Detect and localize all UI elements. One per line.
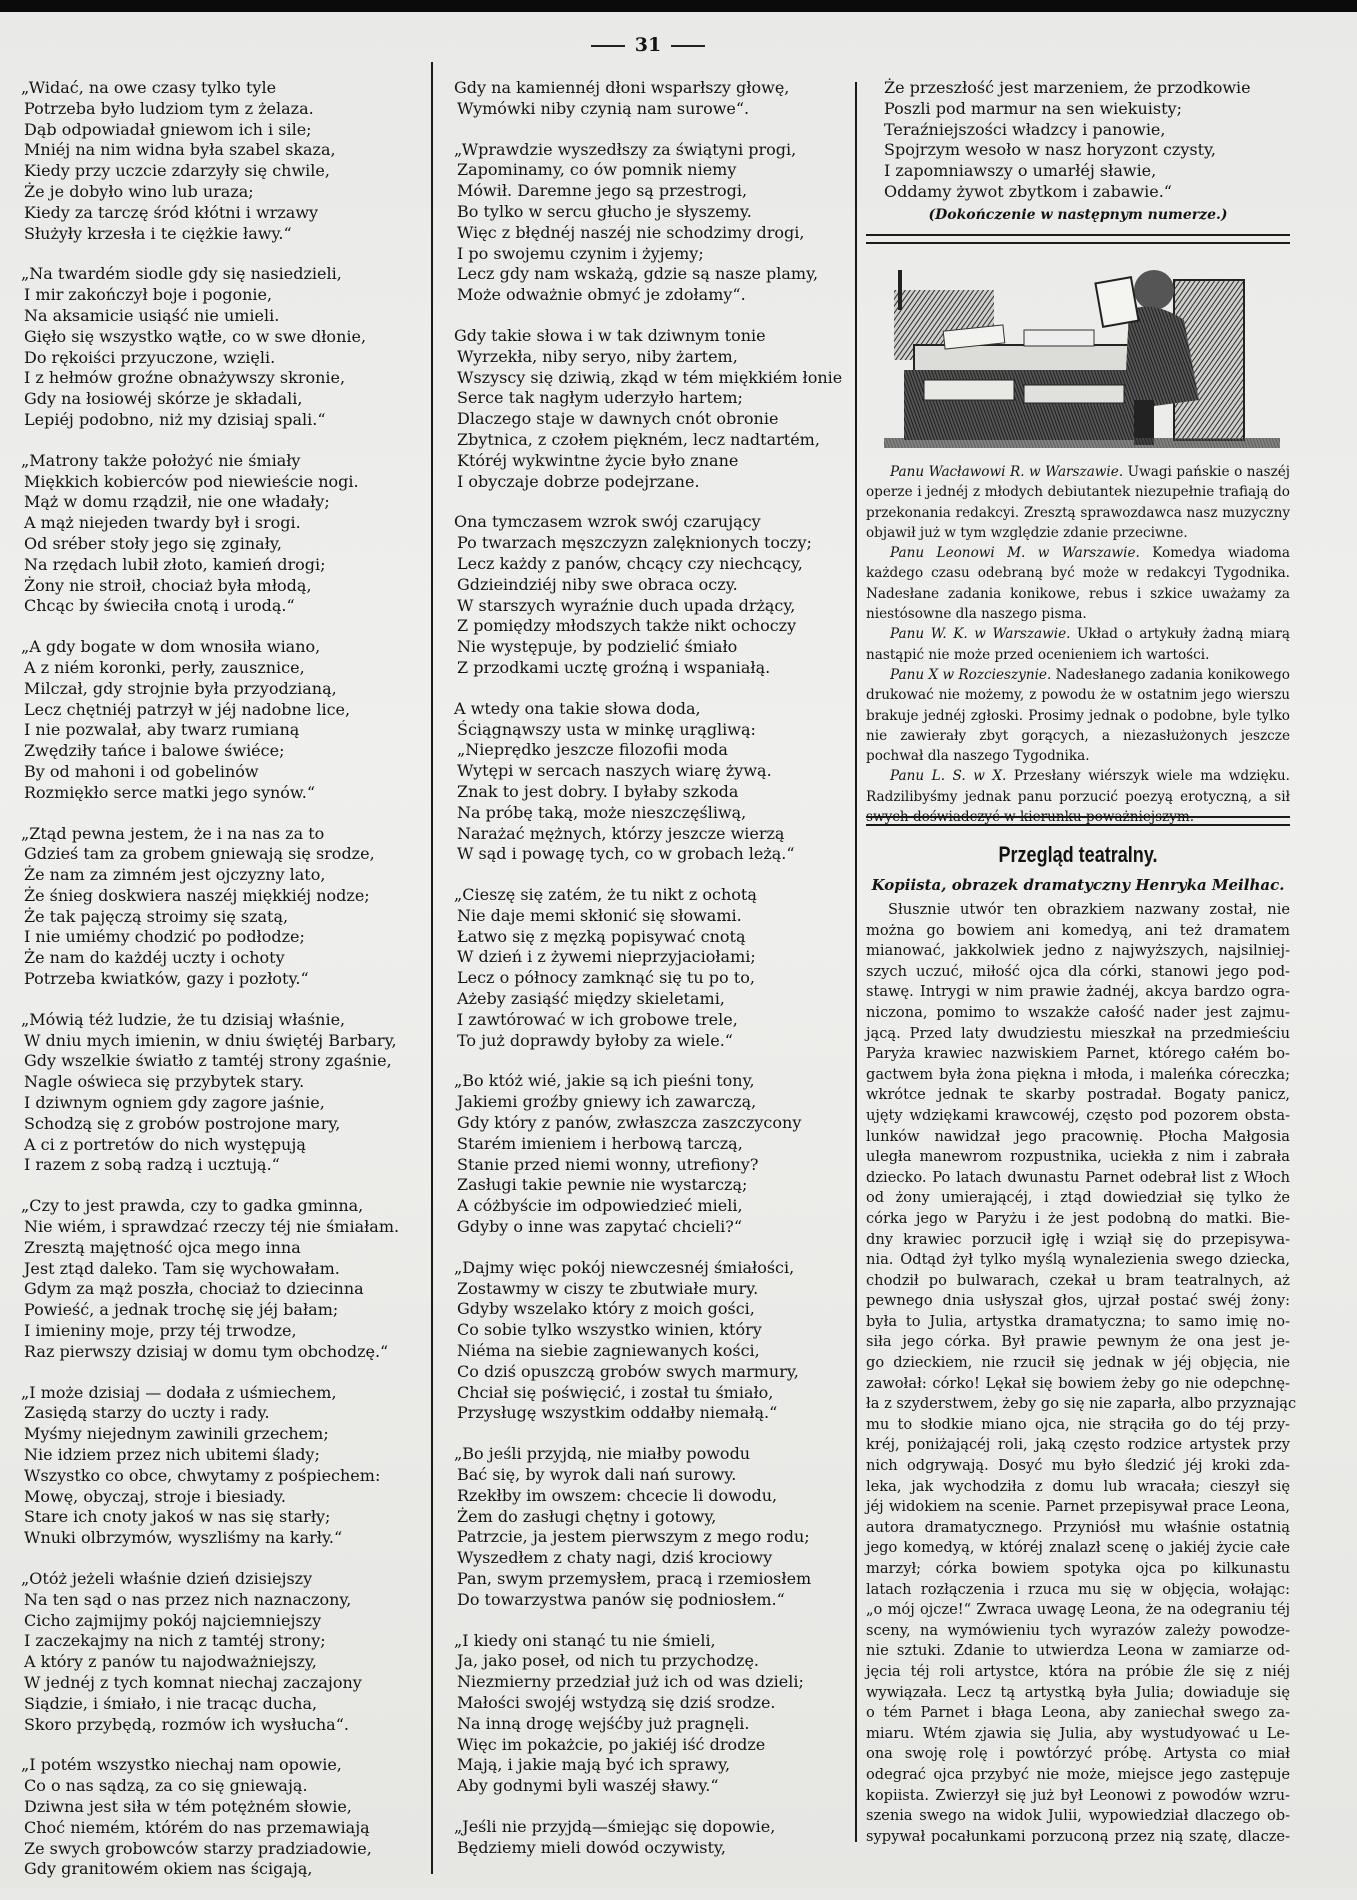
verse-line: Dlaczego staje w dawnych cnót obronie bbox=[457, 409, 779, 429]
verse-line: I obyczaje dobrze podejrzane. bbox=[457, 471, 700, 491]
notice bbox=[866, 543, 1290, 624]
verse-line: A z niém koronki, perły, zausznice, bbox=[24, 657, 305, 677]
verse-line: Znak to jest dobry. I byłaby szkoda bbox=[457, 781, 739, 801]
verse-line: Cicho zajmijmy pokój najciemniejszy bbox=[24, 1610, 322, 1630]
article-line: latach rozłączenia i rzuca mu się w objęcia, wołając: bbox=[866, 1580, 1290, 1598]
article-line: sypywał pocałunkami porzuconą przez nią szatę, dlacze- bbox=[866, 1827, 1290, 1845]
verse-line: Bać się, by wyrok dali nań surowy. bbox=[457, 1465, 737, 1485]
verse-line: A mąż niejeden twardy był i srogi. bbox=[24, 513, 301, 533]
stanza bbox=[21, 1009, 424, 1176]
verse-line: A cóżbyście im odpowiedzieć mieli, bbox=[457, 1196, 743, 1216]
verse-line: Żony nie stroił, chociaż była młodą, bbox=[24, 575, 312, 595]
verse-line: Zwędziły tańce i balowe świéce; bbox=[24, 741, 285, 761]
verse-line: Ona tymczasem wzrok swój czarujący bbox=[454, 512, 761, 532]
verse-line: Że śnieg doskwiera naszéj miękkiéj nodze; bbox=[24, 885, 370, 905]
verse-line: Lecz każdy z panów, chcący czy niechcący, bbox=[457, 553, 803, 573]
verse-line: „Cieszę się zatém, że tu nikt z ochotą bbox=[454, 885, 757, 905]
article-line: gactwem była żona piękna i młoda, i maleńka córeczka; bbox=[866, 1065, 1290, 1083]
verse-line: Gdzieś tam za grobem gniewają się srodze, bbox=[24, 844, 375, 864]
verse-line: „I może dzisiaj — dodała z uśmiechem, bbox=[21, 1382, 337, 1402]
notice-text: Układ o artykuły żadną miarą nastąpić nie może przed ocenieniem ich wartości. bbox=[866, 626, 1290, 663]
engraving-image bbox=[884, 250, 1280, 454]
stanza bbox=[454, 1630, 847, 1797]
verse-line: Z przodkami ucztę groźną i wspaniałą. bbox=[457, 657, 771, 677]
article-line: dny krawiec porzucił igłę i wziął się do przepisywa- bbox=[866, 1230, 1290, 1248]
verse-line: Choć niemém, którém do nas przemawiają bbox=[24, 1817, 370, 1837]
verse-line: I razem z sobą radzą i ucztują.“ bbox=[24, 1155, 280, 1175]
article-line: uległa manewrom rozpustnika, uciekła z nim i zabrała bbox=[866, 1148, 1290, 1166]
article-line: szych uczuć, miłość ojca dla córki, stanowi jego pod- bbox=[866, 962, 1290, 980]
verse-line: Więc z błędnéj naszéj nie schodzimy drogi, bbox=[457, 222, 805, 242]
article-subtitle: Kopiista, obrazek dramatyczny Henryka Meilhac. bbox=[871, 876, 1285, 894]
verse-line: Siądzie, i śmiało, i nie tracąc ducha, bbox=[24, 1693, 318, 1713]
stanza bbox=[21, 1569, 424, 1735]
article-line: jéj widokiem na scenie. Parnet przepisywał prace Leona, bbox=[866, 1498, 1290, 1516]
notice-text: Komedya wiadoma każdego czasu odebraną być może w redakcyi Tygodnika. Nadesłane zadania konikowe, rebus i szkice uważamy za niestósowne dla naszego pisma. bbox=[866, 545, 1290, 623]
verse-line: Nie daje memi skłonić się słowami. bbox=[457, 905, 742, 925]
verse-line: Że nam za zimném jest ojczyzny lato, bbox=[24, 865, 326, 885]
article-line: nie sztuki. Zdanie to utwierdza Leona w zamiarze od- bbox=[866, 1642, 1290, 1660]
stanza bbox=[21, 637, 424, 803]
verse-line: Służyły krzesła i te ciężkie ławy.“ bbox=[24, 223, 292, 243]
verse-line: Ściągnąwszy usta w minkę urągliwą: bbox=[457, 719, 756, 739]
article-line: siła jego córka. Był prawie pewnym że ona jest je- bbox=[866, 1333, 1290, 1351]
notice bbox=[866, 624, 1290, 665]
page-number bbox=[578, 34, 718, 56]
article-line: mianować, jakkolwiek jedno z najwyższych, najsilniej- bbox=[866, 942, 1290, 960]
verse-line: Po twarzach męszczyzn zalęknionych toczy; bbox=[457, 533, 812, 553]
verse-line: Może odważnie obmyć je zdołamy“. bbox=[457, 285, 746, 305]
notice-text: Przesłany wiérszyk wiele ma wdzięku. Radzilibyśmy jednak panu porzucić poezyą erotyczną, a sił swych doświadczyć w kierunku poważniejszym. bbox=[866, 768, 1290, 826]
verse-line: „Wprawdzie wyszedłszy za świątyni progi, bbox=[454, 139, 797, 159]
article-line: ona swoję rolę i powtórzyć próbę. Artysta co miał bbox=[866, 1745, 1290, 1763]
verse-line: Że tak pajęczą stroimy się szatą, bbox=[24, 906, 289, 926]
stanza bbox=[21, 264, 424, 430]
dash-left bbox=[591, 45, 625, 47]
stanza bbox=[454, 1257, 847, 1424]
verse-line: Gdy na kamiennéj dłoni wsparłszy głowę, bbox=[454, 78, 790, 97]
verse-line: Oddamy żywot zbytkom i zabawie.“ bbox=[884, 181, 1172, 201]
verse-line: Wymówki niby czynią nam surowe“. bbox=[457, 98, 750, 118]
article-line: stawę. Intrygi w nim prawie żadnéj, akcya bardzo ogra- bbox=[866, 983, 1290, 1001]
article-line: jącą. Przed laty dwudziestu mieszkał na przedmieściu bbox=[866, 1024, 1290, 1042]
verse-line: „Nieprędko jeszcze filozofii moda bbox=[457, 740, 728, 760]
verse-line: Gdy na łosiowéj skórze je składali, bbox=[24, 389, 303, 409]
left-column-poem bbox=[21, 78, 424, 1900]
verse-line: Łatwo się z męzką popisywać cnotą bbox=[457, 926, 746, 946]
verse-line: Będziemy mieli dowód oczywisty, bbox=[457, 1837, 726, 1857]
verse-line: Gdyby wszelako który z moich gości, bbox=[457, 1299, 755, 1319]
verse-line: Miękkich kobierców pod niewieście nogi. bbox=[24, 471, 359, 491]
verse-line: Milczał, gdy strojnie była przyodzianą, bbox=[24, 678, 337, 698]
verse-line: Do towarzystwa panów się podniosłem.“ bbox=[457, 1589, 785, 1609]
verse-line: I imieniny moje, przy téj trwodze, bbox=[24, 1321, 297, 1341]
verse-line: Dziwna jest siła w tém potężném słowie, bbox=[24, 1796, 352, 1816]
verse-line: Mniéj na nim widna była szabel skaza, bbox=[24, 140, 336, 160]
verse-line: Potrzeba kwiatków, gazy i pozłoty.“ bbox=[24, 969, 309, 989]
notice-text: Nadesłanego zadania konikowego drukować nie możemy, z powodu że w ostatnim jego wierszu brakuje jednéj zgłoski. Prosimy jednak o podobne, byle tylko nie zawierały zbyt gorących, a niezasłużonych jeszcze pochwał dla naszego Tygodnika. bbox=[866, 666, 1290, 765]
article-line: odegrać ojca przybyć nie może, miejsce jego zastępuje bbox=[866, 1765, 1290, 1783]
verse-line: Teraźniejszości władzcy i panowie, bbox=[884, 119, 1166, 139]
stanza bbox=[454, 78, 847, 120]
notice-recipient: Panu Leonowi M. w Warszawie. bbox=[890, 545, 1140, 562]
verse-line: Gdy granitowém okiem nas ścigają, bbox=[24, 1859, 313, 1879]
article-line: o tém Parnet i błaga Leona, aby zaniechał swego za- bbox=[866, 1704, 1290, 1722]
stanza bbox=[21, 823, 424, 990]
verse-line: „Bo jeśli przyjdą, nie miałby powodu bbox=[454, 1444, 751, 1464]
verse-line: „Widać, na owe czasy tylko tyle bbox=[21, 78, 277, 97]
article-body bbox=[866, 900, 1297, 1847]
article-line: wkrótce jednak te skarby postradał. Bogaty panicz, bbox=[866, 1086, 1290, 1104]
verse-line: Mąż w domu rządził, nie one władały; bbox=[24, 492, 330, 512]
article-line: autora dramatycznego. Przyniósł mu właśnie ostatnią bbox=[866, 1518, 1290, 1536]
verse-line: Ze swych grobowców starzy pradziadowie, bbox=[24, 1838, 372, 1858]
verse-line: I zaczekajmy na nich z tamtéj strony; bbox=[24, 1631, 326, 1651]
verse-line: Rzekłby im owszem: chcecie li dowodu, bbox=[457, 1485, 778, 1505]
section-divider bbox=[866, 234, 1290, 244]
stanza bbox=[454, 139, 847, 306]
right-column-poem-ending bbox=[868, 78, 1288, 203]
article-line: Słusznie utwór ten obrazkiem nazwany został, nie bbox=[888, 901, 1290, 918]
article-line: chodził po bulwarach, czekał u bram teatralnych, aż bbox=[866, 1271, 1290, 1289]
verse-line: Zasiędą starzy do uczty i rady. bbox=[24, 1403, 270, 1423]
verse-line: I po swojemu czynim i żyjemy; bbox=[457, 243, 704, 263]
stanza bbox=[21, 1755, 424, 1880]
verse-line: Raz pierwszy dzisiaj w domu tym obchodzę.“ bbox=[24, 1341, 389, 1361]
verse-line: Nie wiém, i sprawdzać rzeczy téj nie śmiałam. bbox=[24, 1217, 400, 1237]
verse-line: Wszyscy się dziwią, zkąd w tém miękkiém łonie bbox=[457, 367, 843, 387]
article-line: go dzieckiem, nie rzucił się jednak w jéj objęcia, nie bbox=[866, 1354, 1290, 1372]
stanza bbox=[454, 1816, 847, 1859]
verse-line: Jakiemi groźby gniewy ich zawarczą, bbox=[457, 1092, 757, 1112]
stanza bbox=[21, 450, 424, 617]
verse-line: Gięło się wszystko wątłe, co w swe dłonie, bbox=[24, 326, 367, 346]
article-line: mu to słodkie miano ojca, nie strąciła go do téj przy- bbox=[866, 1415, 1290, 1433]
page-number-text: 31 bbox=[634, 34, 662, 56]
verse-line: Na próbę taką, może nieszczęśliwą, bbox=[457, 802, 747, 822]
verse-line: Ażeby zasiąść między skieletami, bbox=[457, 989, 725, 1009]
verse-line: Powieść, a jednak trochę się jéj bałam; bbox=[24, 1300, 339, 1320]
illustration-man-reading bbox=[884, 250, 1280, 454]
verse-line: Do rękoiści przyuczone, wzięli. bbox=[24, 347, 276, 367]
verse-line: Zbytnica, z czołem piękném, lecz nadtartém, bbox=[457, 429, 820, 449]
verse-line: A który z panów tu najodważniejszy, bbox=[24, 1652, 317, 1672]
verse-line: Chciał się poświęcić, i został tu śmiało, bbox=[457, 1382, 774, 1402]
verse-line: Mają, i jakie mają być ich sprawy, bbox=[457, 1755, 731, 1775]
verse-line: Przysługę wszystkim oddałby niemałą.“ bbox=[457, 1403, 778, 1423]
section-divider bbox=[866, 816, 1290, 826]
stanza bbox=[21, 78, 424, 244]
verse-line: Mowę, obyczaj, stroje i biesiady. bbox=[24, 1486, 286, 1506]
verse-line: Żem do zasługi chętny i gotowy, bbox=[457, 1506, 717, 1526]
verse-line: „Otóż jeżeli właśnie dzień dzisiejszy bbox=[21, 1569, 313, 1588]
notice-recipient: Panu W. K. w Warszawie. bbox=[890, 626, 1071, 643]
verse-line: „Ztąd pewna jestem, że i na nas za to bbox=[21, 823, 325, 843]
verse-line: Zasługi takie pewnie nie wystarczą; bbox=[457, 1175, 748, 1195]
verse-line: Kiedy przy uczcie zdarzyły się chwile, bbox=[24, 161, 330, 181]
verse-line: Więc im pokażcie, po jakiéj iść drodze bbox=[457, 1734, 766, 1754]
notice bbox=[866, 462, 1290, 543]
article-line: Paryża krawiec nazwiskiem Parnet, którego całém bo- bbox=[866, 1045, 1290, 1063]
verse-line: Spojrzym wesoło w nasz horyzont czysty, bbox=[884, 140, 1217, 160]
verse-line: Na inną drogę wejśćby już pragnęli. bbox=[457, 1713, 750, 1733]
verse-line: Co o nas sądzą, za co się gniewają. bbox=[24, 1776, 308, 1796]
verse-line: Wyszedłem z chaty nagi, dziś krociowy bbox=[457, 1548, 773, 1568]
verse-line: Ja, jako poseł, od nich tu przychodzę. bbox=[457, 1651, 759, 1671]
verse-line: Lecz gdy nam wskażą, gdzie są nasze plamy, bbox=[457, 264, 819, 284]
verse-line: Wnuki olbrzymów, wyszliśmy na karły.“ bbox=[24, 1528, 343, 1548]
verse-line: Niéma na siebie zagniewanych kości, bbox=[457, 1341, 760, 1361]
article-line: miaru. Wtém zjawia się Julia, aby wystudyować u Le- bbox=[866, 1724, 1290, 1742]
middle-column-poem bbox=[454, 78, 847, 1879]
verse-line: W jednéj z tych komnat niechaj zaczajony bbox=[24, 1672, 362, 1692]
verse-line: Jest ztąd daleko. Tam się wychowałam. bbox=[24, 1258, 340, 1278]
stanza bbox=[454, 698, 847, 865]
notice-recipient: Panu Wacławowi R. w Warszawie. bbox=[890, 464, 1124, 480]
column-rule-left bbox=[431, 62, 433, 1874]
verse-line: Gdym za mąż poszła, chociaż to dziecinna bbox=[24, 1279, 364, 1299]
verse-line: Schodzą się z grobów postrojone mary, bbox=[24, 1113, 341, 1133]
verse-line: Zresztą majętność ojca mego inna bbox=[24, 1237, 301, 1257]
stanza bbox=[21, 1382, 424, 1549]
verse-line: „Na twardém siodle gdy się nasiedzieli, bbox=[21, 264, 342, 284]
verse-line: Że przeszłość jest marzeniem, że przodkowie bbox=[884, 78, 1251, 97]
stanza bbox=[454, 1444, 847, 1610]
article-line: córka jego w Paryżu i że jest podobną do matki. Bie- bbox=[866, 1209, 1290, 1227]
article-line: nich odgrywają. Dosyć mu było śledzić jéj kroki zda- bbox=[866, 1457, 1290, 1475]
verse-line: W dzień i z żywemi nieprzyjaciołami; bbox=[457, 947, 756, 967]
verse-line: Małości swojéj wstydzą się dziś srodze. bbox=[457, 1692, 776, 1712]
verse-line: To już doprawdy byłoby za wiele.“ bbox=[457, 1030, 733, 1050]
stanza bbox=[454, 1071, 847, 1237]
theatre-review bbox=[866, 842, 1297, 1847]
verse-line: Poszli pod marmur na sen wiekuisty; bbox=[884, 98, 1182, 118]
verse-line: I dziwnym ogniem gdy zagore jaśnie, bbox=[24, 1093, 325, 1113]
verse-line: Któréj wykwintne życie było znane bbox=[457, 450, 739, 470]
article-line: ła z szyderstwem, żeby go się nie zaparła, albo przyznając bbox=[866, 1395, 1297, 1413]
verse-line: Na ten sąd o nas przez nich naznaczony, bbox=[24, 1589, 352, 1609]
verse-line: Co dziś opuszczą grobów swych marmury, bbox=[457, 1361, 799, 1381]
verse-line: Gdy wszelkie światło z tamtéj strony zgaśnie, bbox=[24, 1051, 392, 1071]
article-line: ujęty wdziękami krawcowéj, często pod pozorem obsta- bbox=[866, 1106, 1290, 1124]
verse-line: Myśmy niejednym zawinili grzechem; bbox=[24, 1424, 329, 1444]
verse-line: Lecz chętniéj patrzył w jéj nadobne lice, bbox=[24, 699, 351, 719]
right-column bbox=[868, 78, 1288, 223]
verse-line: A ci z portretów do nich występują bbox=[24, 1134, 306, 1154]
verse-line: I nie pozwalał, aby twarz rumianą bbox=[24, 720, 300, 740]
verse-line: Starém imieniem i herbową tarczą, bbox=[457, 1133, 743, 1153]
dash-right bbox=[671, 45, 705, 47]
verse-line: Niezmierny przedział już ich od was dzieli; bbox=[457, 1672, 804, 1692]
verse-line: „I potém wszystko niechaj nam opowie, bbox=[21, 1755, 342, 1775]
article-line: kréj, poniżającéj roli, jaką często rodzice artystek przy bbox=[866, 1436, 1290, 1454]
verse-line: Potrzeba było ludziom tym z żelaza. bbox=[24, 98, 314, 118]
verse-line: Na aksamicie usiąść nie umieli. bbox=[24, 305, 280, 325]
article-line: niczona, pomimo to wszakże całość nader jest zajmu- bbox=[866, 1003, 1290, 1021]
stanza bbox=[454, 325, 847, 492]
stanza bbox=[21, 1196, 424, 1362]
verse-line: Patrzcie, ja jestem pierwszym z mego rodu; bbox=[457, 1527, 810, 1547]
stanza bbox=[454, 512, 847, 678]
article-line: „o mój ojcze!“ Zwraca uwagę Leona, że na odegraniu téj bbox=[866, 1601, 1290, 1619]
verse-line: Stanie przed niemi wonny, utrefiony? bbox=[457, 1154, 759, 1174]
verse-line: W dniu mych imienin, w dniu świętéj Barbary, bbox=[24, 1030, 397, 1050]
verse-line: Lepiéj podobno, niż my dzisiaj spali.“ bbox=[24, 409, 326, 429]
verse-line: Gdy takie słowa i w tak dziwnym tonie bbox=[454, 325, 766, 345]
verse-line: Narażać mężnych, którzy jeszcze wierzą bbox=[457, 823, 785, 843]
article-line: nia. Odtąd żył tylko myślą wynalezienia swego dziecka, bbox=[866, 1251, 1290, 1269]
verse-line: Zapominamy, co ów pomnik niemy bbox=[457, 160, 737, 180]
article-title: Przegląd teatralny. bbox=[998, 842, 1158, 867]
verse-line: Pan, swym przemysłem, pracą i rzemiosłem bbox=[457, 1569, 812, 1588]
scan-top-border bbox=[0, 0, 1357, 12]
verse-line: I z hełmów groźne obnażywszy skronie, bbox=[24, 368, 346, 388]
verse-line: Że nam do każdéj uczty i ochoty bbox=[24, 948, 285, 968]
article-line: lunków nawidzał jego pracownię. Płocha Małgosia bbox=[866, 1127, 1290, 1145]
verse-line: Mówił. Daremne jego są przestrogi, bbox=[457, 181, 748, 201]
verse-line: Aby godnymi byli waszéj sławy.“ bbox=[457, 1776, 719, 1796]
article-line: szenia swego na widok Julii, wypowiedział dlaczego ob- bbox=[866, 1807, 1290, 1825]
verse-line: „Matrony także położyć nie śmiały bbox=[21, 450, 301, 470]
verse-line: Stare ich cnoty jakoś w nas się starły; bbox=[24, 1507, 331, 1527]
verse-line: „Dajmy więc pokój niewczesnéj śmiałości, bbox=[454, 1257, 795, 1277]
verse-line: W starszych wyraźnie duch upada drżący, bbox=[457, 595, 796, 615]
article-line: sceny, na wymówieniu tych wyrazów zależy powodze- bbox=[866, 1621, 1290, 1639]
verse-line: Dąb odpowiadał gniewom ich i sile; bbox=[24, 119, 312, 139]
verse-line: Na rzędach lubił złoto, kamień drogi; bbox=[24, 554, 326, 574]
editorial-notices bbox=[866, 462, 1290, 827]
verse-line: By od mahoni i od gobelinów bbox=[24, 761, 259, 781]
verse-line: Skoro przybędą, rozmów ich wysłucha“. bbox=[24, 1714, 349, 1734]
verse-line: Gdy który z panów, zwłaszcza zaszczycony bbox=[457, 1113, 802, 1133]
article-line: była to Julia, artystka dramatyczna; to samo imię no- bbox=[866, 1312, 1290, 1330]
verse-line: Gdzieindziéj niby swe obraca oczy. bbox=[457, 574, 738, 594]
article-line: kopiista. Zwierzył się już był Leonowi z powodów wzru- bbox=[866, 1786, 1290, 1804]
verse-line: „Jeśli nie przyjdą—śmiejąc się dopowie, bbox=[454, 1816, 776, 1836]
verse-line: „Mówią téż ludzie, że tu dzisiaj właśnie, bbox=[21, 1009, 346, 1029]
article-line: od żony umierającéj, i ztąd dowiedział się tylko że bbox=[866, 1189, 1290, 1207]
verse-line: Bo tylko w sercu głucho je słyszemy. bbox=[457, 201, 752, 221]
verse-line: I zapomniawszy o umarłéj sławie, bbox=[884, 161, 1157, 181]
notice-text: Uwagi pańskie o naszéj operze i jednéj z młodych debiutantek niezupełnie trafiają do przekonania redakcyi. Zresztą sprawozdawca nasz muzyczny objawił już w tym względzie zdanie przeciwne. bbox=[866, 464, 1291, 541]
verse-line: Gdyby o inne was zapytać chcieli?“ bbox=[457, 1217, 743, 1237]
verse-line: Nie występuje, by podzielić śmiało bbox=[457, 637, 738, 657]
verse-line: „I kiedy oni stanąć tu nie śmieli, bbox=[454, 1630, 716, 1650]
article-line: pewnego dnia usłyszał głos, ujrzał postać swéj żony: bbox=[866, 1292, 1290, 1310]
verse-line: Serce tak nagłym uderzyło hartem; bbox=[457, 388, 743, 408]
article-line: można go bowiem ani komedyą, ani też dramatem bbox=[866, 921, 1290, 939]
continuation-note: (Dokończenie w następnym numerze.) bbox=[928, 206, 1228, 223]
verse-line: A wtedy ona takie słowa doda, bbox=[454, 698, 701, 718]
verse-line: Rozmiękło serce matki jego synów.“ bbox=[24, 782, 315, 802]
verse-line: Wyrzekła, niby seryo, niby żartem, bbox=[457, 346, 738, 366]
verse-line: I nie umiémy chodzić po podłodze; bbox=[24, 927, 305, 947]
verse-line: Nagle oświeca się przybytek stary. bbox=[24, 1072, 305, 1092]
verse-line: Wszystko co obce, chwytamy z pośpiechem: bbox=[24, 1465, 381, 1485]
article-line: leka, jak wychodziła z domu lub wracała; cieszył się bbox=[866, 1477, 1290, 1495]
article-line: dziecko. Po latach dwunastu Parnet odebrał list z Włoch bbox=[866, 1168, 1290, 1186]
verse-line: Że je dobyło wino lub uraza; bbox=[24, 181, 254, 201]
verse-line: „Czy to jest prawda, czy to gadka gminna, bbox=[21, 1196, 364, 1216]
article-line: jęcia téj roli artystce, która na próbie źle się z niéj bbox=[866, 1662, 1290, 1680]
verse-line: Wytępi w sercach naszych wiarę żywą. bbox=[457, 761, 772, 781]
article-line: zawołał: córko! Lękał się bowiem żeby go nie odepchnę- bbox=[866, 1374, 1290, 1392]
verse-line: „Bo któż wié, jakie są ich pieśni tony, bbox=[454, 1071, 755, 1091]
verse-line: Od sréber stoły jego się zginały, bbox=[24, 533, 282, 553]
verse-line: Zostawmy w ciszy te zbutwiałe mury. bbox=[457, 1278, 759, 1298]
article-line: marzył; córka bowiem spotyka ojca po kilkunastu bbox=[866, 1560, 1290, 1577]
stanza bbox=[454, 885, 847, 1051]
verse-line: I mir zakończył boje i pogonie, bbox=[24, 285, 273, 305]
verse-line: I zawtórować w ich grobowe trele, bbox=[457, 1009, 738, 1029]
verse-line: W sąd i powagę tych, co w grobach leżą.“ bbox=[457, 844, 795, 864]
verse-line: Z pomiędzy młodszych także nikt ochoczy bbox=[457, 616, 797, 636]
column-rule-right bbox=[855, 82, 857, 1842]
article-line: wywiązała. Lecz tą artystką była Julia; dowiaduje się bbox=[866, 1683, 1290, 1701]
notice-recipient: Panu L. S. w X. bbox=[890, 768, 1007, 785]
verse-line: Nie idziem przez nich ubitemi ślady; bbox=[24, 1445, 320, 1465]
verse-line: Lecz o północy zamknąć się tu po to, bbox=[457, 968, 755, 988]
notice bbox=[866, 665, 1290, 766]
verse-line: Co sobie tylko wszystko winien, który bbox=[457, 1320, 762, 1340]
verse-line: Chcąc by świeciła cnotą i urodą.“ bbox=[24, 596, 295, 616]
article-line: jego komedyą, w któréj znalazł scenę o jakiéj życie całe bbox=[866, 1539, 1290, 1557]
notice-recipient: Panu X w Rozcieszynie. bbox=[890, 666, 1052, 683]
verse-line: „A gdy bogate w dom wnosiła wiano, bbox=[21, 637, 321, 657]
verse-line: Kiedy za tarczę śród kłótni i wrzawy bbox=[24, 202, 319, 222]
